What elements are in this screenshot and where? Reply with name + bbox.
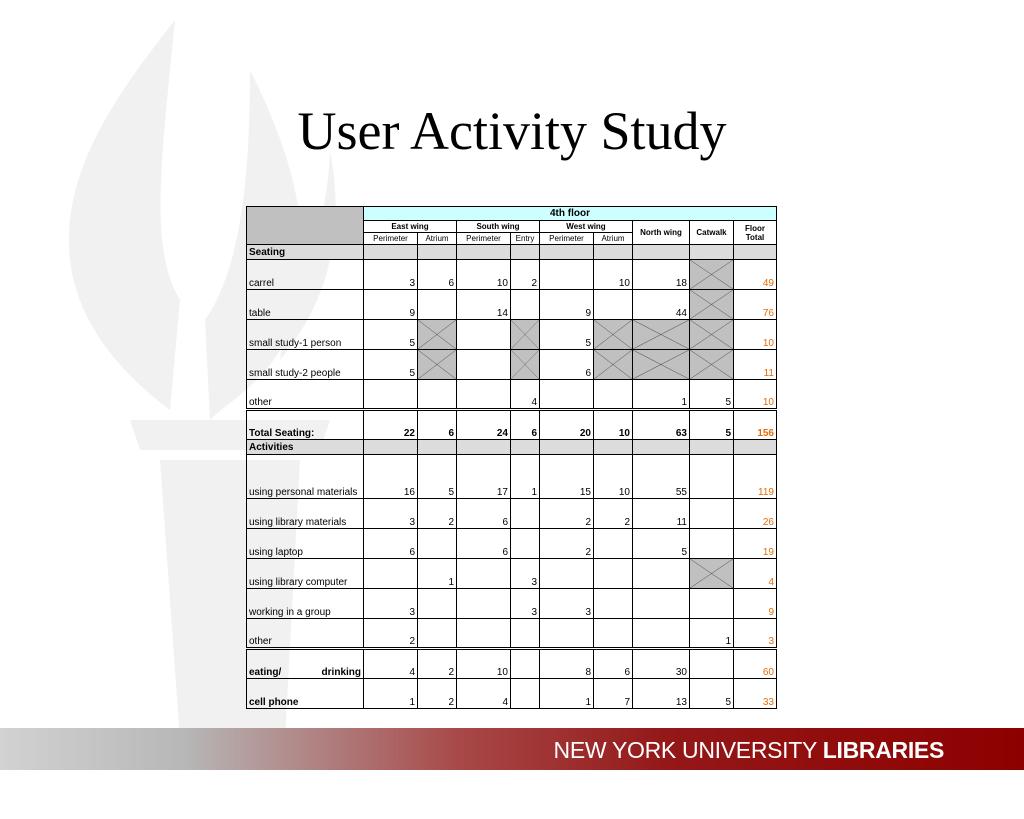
- value-cell: 55: [633, 455, 690, 499]
- section-filler: [594, 440, 633, 455]
- value-cell: 30: [633, 649, 690, 679]
- section-seating: Seating: [247, 245, 364, 260]
- value-cell: 2: [540, 499, 594, 529]
- value-cell: [594, 559, 633, 589]
- value-cell: 6: [364, 529, 418, 559]
- blocked-cell: [633, 320, 690, 350]
- value-cell: 6: [511, 410, 540, 440]
- value-cell: [540, 260, 594, 290]
- row-label: other: [247, 380, 364, 410]
- floor-total-cell: 9: [734, 589, 777, 619]
- activity-table: [246, 206, 777, 709]
- value-cell: [690, 589, 734, 619]
- blocked-cell: [511, 350, 540, 380]
- floor-total-cell: 26: [734, 499, 777, 529]
- value-cell: 3: [364, 260, 418, 290]
- row-label: working in a group: [247, 589, 364, 619]
- value-cell: 10: [594, 260, 633, 290]
- value-cell: 1: [511, 455, 540, 499]
- row-label: carrel: [247, 260, 364, 290]
- blocked-cell: [633, 350, 690, 380]
- value-cell: 14: [457, 290, 511, 320]
- value-cell: 1: [364, 679, 418, 709]
- value-cell: [690, 649, 734, 679]
- value-cell: 3: [511, 559, 540, 589]
- value-cell: [594, 619, 633, 649]
- value-cell: [364, 559, 418, 589]
- value-cell: 63: [633, 410, 690, 440]
- value-cell: [418, 619, 457, 649]
- subheader: Perimeter: [540, 233, 594, 245]
- floor-total-cell: 156: [734, 410, 777, 440]
- value-cell: 1: [633, 380, 690, 410]
- section-filler: [511, 245, 540, 260]
- blocked-cell: [690, 290, 734, 320]
- blocked-cell: [690, 350, 734, 380]
- section-filler: [690, 440, 734, 455]
- value-cell: [511, 499, 540, 529]
- value-cell: 5: [418, 455, 457, 499]
- section-filler: [690, 245, 734, 260]
- row-label: small study-1 person: [247, 320, 364, 350]
- value-cell: [457, 320, 511, 350]
- value-cell: [418, 589, 457, 619]
- value-cell: 2: [364, 619, 418, 649]
- floor-header: 4th floor: [364, 207, 777, 221]
- value-cell: [511, 649, 540, 679]
- section-filler: [457, 440, 511, 455]
- blocked-cell: [418, 320, 457, 350]
- floor-total-cell: 10: [734, 320, 777, 350]
- north-wing-header: North wing: [633, 221, 690, 245]
- catwalk-header: Catwalk: [690, 221, 734, 245]
- row-label: using laptop: [247, 529, 364, 559]
- value-cell: 7: [594, 679, 633, 709]
- section-filler: [540, 245, 594, 260]
- value-cell: 8: [540, 649, 594, 679]
- value-cell: [633, 559, 690, 589]
- row-label: using personal materials: [247, 455, 364, 499]
- value-cell: 2: [594, 499, 633, 529]
- value-cell: 5: [364, 320, 418, 350]
- section-filler: [633, 440, 690, 455]
- value-cell: 1: [540, 679, 594, 709]
- value-cell: [457, 559, 511, 589]
- value-cell: 2: [418, 649, 457, 679]
- value-cell: [690, 529, 734, 559]
- value-cell: 1: [418, 559, 457, 589]
- value-cell: 6: [418, 410, 457, 440]
- value-cell: 5: [690, 679, 734, 709]
- section-filler: [418, 440, 457, 455]
- section-filler: [633, 245, 690, 260]
- activity-table-container: [246, 206, 777, 709]
- blocked-cell: [418, 350, 457, 380]
- value-cell: 3: [540, 589, 594, 619]
- section-filler: [594, 245, 633, 260]
- section-filler: [364, 440, 418, 455]
- subheader: Entry: [511, 233, 540, 245]
- floor-total-cell: 11: [734, 350, 777, 380]
- value-cell: 4: [457, 679, 511, 709]
- subheader: Atrium: [594, 233, 633, 245]
- value-cell: [418, 380, 457, 410]
- value-cell: [594, 380, 633, 410]
- value-cell: 5: [690, 380, 734, 410]
- section-filler: [734, 440, 777, 455]
- blocked-cell: [690, 559, 734, 589]
- value-cell: 5: [364, 350, 418, 380]
- floor-total-cell: 33: [734, 679, 777, 709]
- value-cell: [511, 679, 540, 709]
- value-cell: [594, 589, 633, 619]
- value-cell: [457, 619, 511, 649]
- value-cell: 4: [364, 649, 418, 679]
- footer-brand: LIBRARIES: [822, 737, 944, 763]
- value-cell: 2: [540, 529, 594, 559]
- value-cell: 6: [540, 350, 594, 380]
- subheader: Atrium: [418, 233, 457, 245]
- value-cell: [511, 529, 540, 559]
- floor-total-cell: 19: [734, 529, 777, 559]
- value-cell: 20: [540, 410, 594, 440]
- section-filler: [511, 440, 540, 455]
- value-cell: 2: [418, 679, 457, 709]
- blocked-cell: [594, 350, 633, 380]
- value-cell: [418, 290, 457, 320]
- subheader: Perimeter: [457, 233, 511, 245]
- value-cell: [457, 350, 511, 380]
- value-cell: [457, 380, 511, 410]
- value-cell: 6: [594, 649, 633, 679]
- row-label: table: [247, 290, 364, 320]
- row-label: using library materials: [247, 499, 364, 529]
- value-cell: 10: [594, 410, 633, 440]
- value-cell: 5: [633, 529, 690, 559]
- value-cell: [364, 380, 418, 410]
- subheader: Perimeter: [364, 233, 418, 245]
- section-filler: [418, 245, 457, 260]
- value-cell: 9: [364, 290, 418, 320]
- value-cell: [690, 455, 734, 499]
- row-label: other: [247, 619, 364, 649]
- value-cell: 24: [457, 410, 511, 440]
- value-cell: 6: [418, 260, 457, 290]
- value-cell: 3: [364, 499, 418, 529]
- value-cell: 6: [457, 529, 511, 559]
- row-label: small study-2 people: [247, 350, 364, 380]
- floor-total-cell: 49: [734, 260, 777, 290]
- value-cell: [418, 529, 457, 559]
- value-cell: 10: [594, 455, 633, 499]
- slide-title: User Activity Study: [297, 101, 727, 161]
- value-cell: [594, 529, 633, 559]
- value-cell: 16: [364, 455, 418, 499]
- wing-header: East wing: [364, 221, 457, 233]
- value-cell: 3: [511, 589, 540, 619]
- value-cell: [633, 589, 690, 619]
- value-cell: 1: [690, 619, 734, 649]
- value-cell: [690, 499, 734, 529]
- value-cell: 15: [540, 455, 594, 499]
- value-cell: 4: [511, 380, 540, 410]
- section-activities: Activities: [247, 440, 364, 455]
- blocked-cell: [690, 260, 734, 290]
- row-label: cell phone: [247, 679, 364, 709]
- blocked-cell: [594, 320, 633, 350]
- value-cell: 17: [457, 455, 511, 499]
- wing-header: West wing: [540, 221, 633, 233]
- footer-org: NEW YORK UNIVERSITY: [553, 737, 817, 763]
- corner-header: [247, 207, 364, 245]
- value-cell: [540, 619, 594, 649]
- value-cell: 10: [457, 649, 511, 679]
- floor-total-cell: 10: [734, 380, 777, 410]
- value-cell: 2: [511, 260, 540, 290]
- value-cell: [457, 589, 511, 619]
- value-cell: [540, 559, 594, 589]
- section-filler: [540, 440, 594, 455]
- row-label: Total Seating:: [247, 410, 364, 440]
- value-cell: [511, 290, 540, 320]
- value-cell: [511, 619, 540, 649]
- value-cell: 2: [418, 499, 457, 529]
- floor-total-cell: 76: [734, 290, 777, 320]
- floor-total-cell: 4: [734, 559, 777, 589]
- value-cell: 9: [540, 290, 594, 320]
- value-cell: 5: [540, 320, 594, 350]
- value-cell: 22: [364, 410, 418, 440]
- floor-total-cell: 3: [734, 619, 777, 649]
- section-filler: [457, 245, 511, 260]
- blocked-cell: [690, 320, 734, 350]
- section-filler: [734, 245, 777, 260]
- value-cell: [540, 380, 594, 410]
- row-label: eating/ drinking: [247, 649, 364, 679]
- section-filler: [364, 245, 418, 260]
- value-cell: 5: [690, 410, 734, 440]
- value-cell: 6: [457, 499, 511, 529]
- value-cell: [594, 290, 633, 320]
- value-cell: 13: [633, 679, 690, 709]
- value-cell: 10: [457, 260, 511, 290]
- footer-logo-text: [554, 737, 944, 764]
- blocked-cell: [511, 320, 540, 350]
- row-label: using library computer: [247, 559, 364, 589]
- floor-total-cell: 60: [734, 649, 777, 679]
- value-cell: [633, 619, 690, 649]
- value-cell: 18: [633, 260, 690, 290]
- floor-total-header: Floor Total: [734, 221, 777, 245]
- floor-total-cell: 119: [734, 455, 777, 499]
- value-cell: 44: [633, 290, 690, 320]
- value-cell: 3: [364, 589, 418, 619]
- value-cell: 11: [633, 499, 690, 529]
- wing-header: South wing: [457, 221, 540, 233]
